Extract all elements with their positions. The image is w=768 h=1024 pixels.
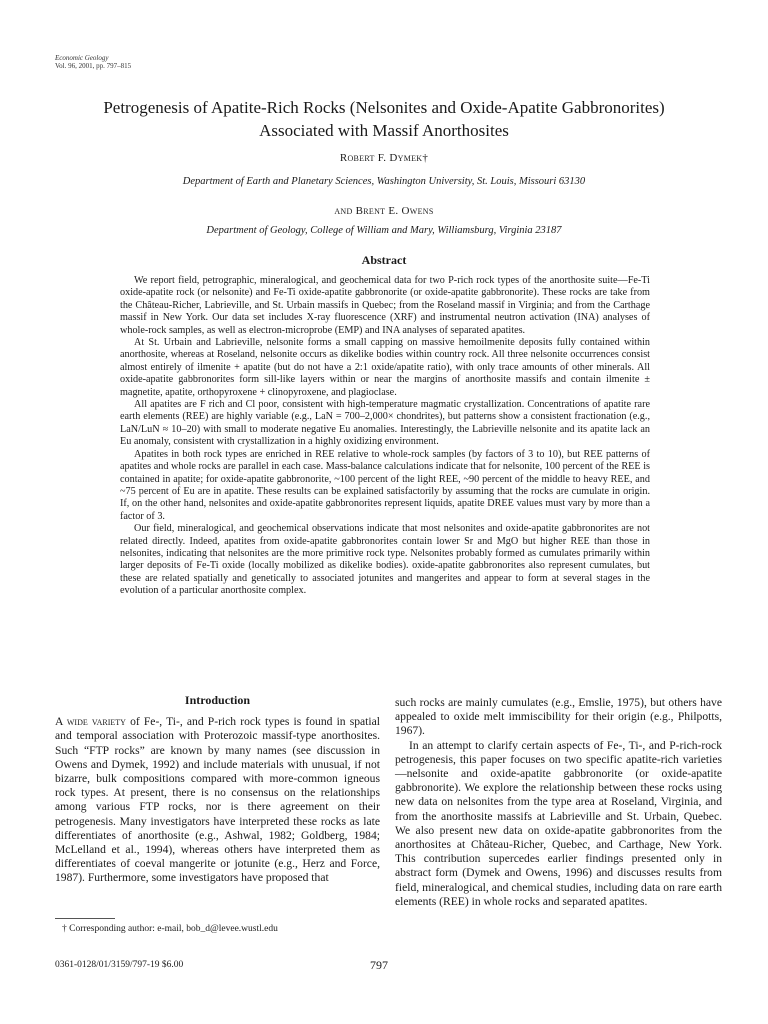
author-1-name: Robert F. Dymek† [339,152,429,164]
page-number: 797 [370,958,388,972]
right-column [395,696,722,909]
intro-paragraph: In an attempt to clarify certain aspects of Fe-, Ti-, and P-rich-rock petrogenesis, this paper focuses on two specific apatite-rich varieties—nelsonite and oxide-apatite gabbronorite (or oxide-apatite gabbronorite). We explore the relationship between these rocks using new data on nelsonites from the type area at Roseland, Virginia, and from the anorthosite massifs at Labrieville and St. Urbain, Quebec. We also present new data on oxide-apatite gabbronorites from the anorthosites at Château-Richer, Quebec, and Carthage, New York. This contribution supercedes earlier findings presented only in abstract form (Dymek and Owens, 1996) and discusses results from field, mineralogical, and chemical studies, including data on rare earth elements (REE) in whole rocks and separated apatites. [395,738,722,908]
title-line-2: Associated with Massif Anorthosites [259,121,509,140]
footnote-rule [55,918,115,919]
intro-paragraph [55,715,380,885]
introduction-heading: Introduction [184,693,251,707]
affiliation-2: Department of Geology, College of William and Mary, Williamsburg, Virginia 23187 [206,225,562,236]
journal-name: Economic Geology [55,54,109,62]
author-2-name: and Brent E. Owens [334,205,434,217]
footnote: † Corresponding author: e-mail, bob_d@levee.wustl.edu [62,924,278,934]
intro-paragraph: such rocks are mainly cumulates (e.g., Emslie, 1975), but others have appealed to oxide melt immiscibility for their origin (e.g., Philpotts, 1967). [395,696,722,738]
author-2 [60,205,708,217]
journal-volume: Vol. 96, 2001, pp. 797–815 [55,62,132,70]
intro-lead-in: A wide variety [55,715,126,729]
affiliation-1: Department of Earth and Planetary Sciences, Washington University, St. Louis, Missouri 63130 [182,176,586,187]
abstract-paragraph: At St. Urbain and Labrieville, nelsonite forms a small capping on massive hemoilmenite deposits fully contained within anorthosite, whereas at Roseland, nelsonite occurs as dikelike bodies within country rock. All three nelsonite occurrences consist almost entirely of ilmenite + apatite (but do not have a 2:1 oxide/apatite ratio), with only trace amounts of other minerals. All oxide-apatite gabbronorites form sill-like layers within or near the margins of anorthosite massifs and contain ilmenite ± magnetite, apatite, orthopyroxene + clinopyroxene, and plagioclase. [120,337,650,398]
paper-title [60,96,708,142]
journal-citation [55,54,131,70]
abstract-heading: Abstract [361,253,407,267]
abstract-body [120,275,650,598]
left-column [55,693,380,886]
intro-text: of Fe-, Ti-, and P-rich rock types is found in spatial and temporal association with Proterozoic massif-type anorthosites. Such “FTP rocks” are known by many names (see discussion in Owens and Dymek, 1992) and include materials with unusual, if not bizarre, bulk compositions compared with more-common igneous rock types. At present, there is no consensus on the relationships among various FTP rocks, nor is there agreement on their petrogenesis. Many investigators have interpreted these rocks as late differentiates of anorthosite (e.g., Ashwal, 1982; Goldberg, 1984; McLelland et al., 1994), whereas others have interpreted them as differentiates of coeval mangerite or jotunite (e.g., Herz and Force, 1987). Furthermore, some investigators have proposed that [55,715,380,885]
issn-line: 0361-0128/01/3159/797-19 $6.00 [55,960,184,970]
abstract-paragraph: We report field, petrographic, mineralogical, and geochemical data for two P-rich rock types of the anorthosite suite—Fe-Ti oxide-apatite rock (or nelsonite) and Fe-Ti oxide-apatite gabbronorite (or oxide-apatite gabbronorite). These rocks are take from the Château-Richer, Labrieville, and St. Urbain massifs in Quebec; from the Roseland massif in Virginia; and from the Carthage massif in New York. Our data set includes X-ray fluorescence (XRF) and instrumental neutron activation (INA) analyses of whole-rock samples, as well as electron-microprobe (EMP) and INA analyses of separated apatites. [120,275,650,336]
abstract-paragraph: All apatites are F rich and Cl poor, consistent with high-temperature magmatic crystallization. Concentrations of apatite rare earth elements (REE) are highly variable (e.g., LaN = 700–2,000× chondrites), but patterns show a consistent fractionation (e.g., LaN/LuN ≈ 10–20) with small to moderate negative Eu anomalies. Interestingly, the Labrieville nelsonite and its apatite lack an Eu anomaly, consistent with crystallization in a highly oxidizing environment. [120,399,650,448]
title-line-1: Petrogenesis of Apatite-Rich Rocks (Nelsonites and Oxide-Apatite Gabbronorites) [103,98,665,117]
author-1 [60,152,708,164]
abstract-paragraph: Apatites in both rock types are enriched in REE relative to whole-rock samples (by factors of 3 to 10), but REE patterns of apatites and whole rocks are parallel in each case. Mass-balance calculations indicate that for nelsonite, 100 percent of the REE is contained in apatite; for oxide-apatite gabbronorite, ~100 percent of the light REE, ~90 percent of the middle to heavy REE, and ~75 percent of Eu are in apatite. These results can be explained satisfactorily by assuming that the rocks are cumulate in origin. If, on the other hand, nelsonites and oxide-apatite gabbronorites represent liquids, apatite DREE values must vary by more than a factor of 3. [120,448,650,522]
abstract-paragraph: Our field, mineralogical, and geochemical observations indicate that most nelsonites and oxide-apatite gabbronorites are not related directly. Indeed, apatites from oxide-apatite gabbronorites contain lower Sr and MgO but higher REE than those in nelsonites, indicating that nelsonites are the more primitive rock type. Nelsonites probably formed as cumulates primarily within larger deposits of Fe-Ti oxide (locally mobilized as dikelike bodies). oxide-apatite gabbronorites also represent cumulates, but these are related spatially and genetically to associated jotunites and mangerites and appear to form at several stages in the evolution of a particular anorthosite complex. [120,523,650,597]
